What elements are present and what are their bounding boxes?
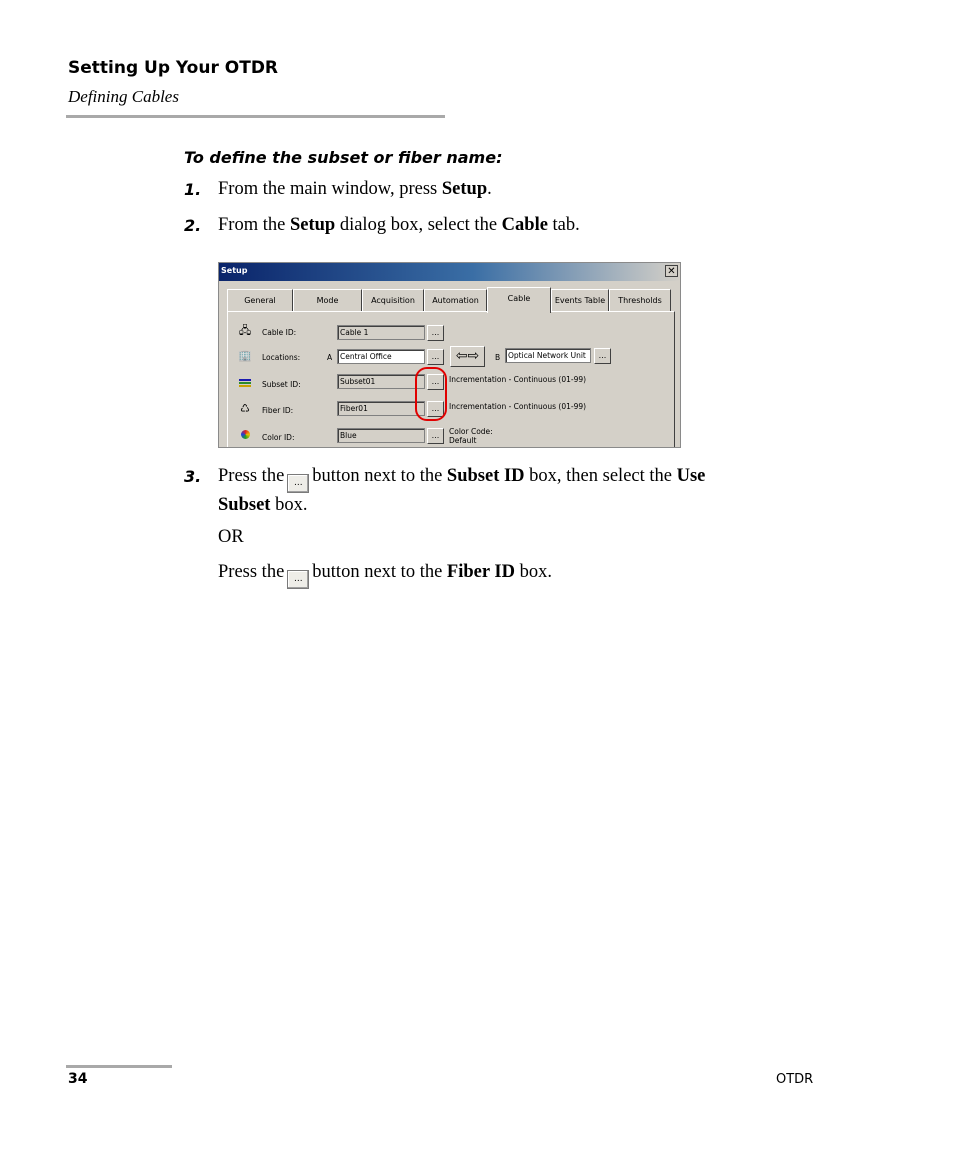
location-b-label: B <box>495 353 501 362</box>
footer-rule <box>66 1065 172 1068</box>
color-id-field[interactable]: Blue <box>337 428 425 443</box>
page-number: 34 <box>68 1071 88 1087</box>
step-1-number: 1. <box>184 180 202 199</box>
tab-events-table[interactable]: Events Table <box>551 289 609 311</box>
setup-dialog-screenshot <box>218 262 681 448</box>
tab-thresholds[interactable]: Thresholds <box>609 289 671 311</box>
header-rule <box>66 115 445 118</box>
color-code-value: Default <box>449 436 477 445</box>
location-b-field[interactable]: Optical Network Unit <box>505 348 591 363</box>
subset-id-label: Subset ID: <box>262 380 301 389</box>
chapter-title: Setting Up Your OTDR <box>68 58 279 78</box>
tab-general[interactable]: General <box>227 289 293 311</box>
highlight-circle <box>415 367 447 421</box>
swap-locations-button[interactable]: ⇦⇨ <box>450 346 485 367</box>
inline-browse-button: ... <box>287 570 309 589</box>
locations-label: Locations: <box>262 353 301 362</box>
subset-id-field[interactable]: Subset01 <box>337 374 425 389</box>
subset-mode-text: Incrementation - Continuous (01-99) <box>449 375 587 384</box>
location-b-browse-button[interactable]: ... <box>594 348 611 364</box>
inline-browse-button: ... <box>287 474 309 493</box>
subset-id-browse-button[interactable]: ... <box>427 374 444 390</box>
dialog-titlebar <box>219 263 680 281</box>
step-2-number: 2. <box>184 216 202 235</box>
color-wheel-icon <box>236 428 254 442</box>
section-subtitle: Defining Cables <box>68 87 179 106</box>
tab-acquisition[interactable]: Acquisition <box>362 289 424 311</box>
building-icon: 🏢 <box>238 349 252 362</box>
dialog-title: Setup <box>221 266 248 275</box>
cable-id-browse-button[interactable]: ... <box>427 325 444 341</box>
location-a-browse-button[interactable]: ... <box>427 349 444 365</box>
location-a-field[interactable]: Central Office <box>337 349 425 364</box>
cable-icon: 🖧 <box>238 324 252 337</box>
step-1-text: From the main window, press Setup. <box>218 179 492 199</box>
close-icon[interactable]: ✕ <box>665 265 678 277</box>
subset-icon <box>236 376 254 390</box>
or-text: OR <box>218 527 244 547</box>
procedure-title: To define the subset or fiber name: <box>184 148 503 167</box>
fiber-id-browse-button[interactable]: ... <box>427 401 444 417</box>
step-3-text: Press the ... button next to the Subset ID box, then select the Use Subset box. <box>218 466 706 515</box>
tab-mode[interactable]: Mode <box>293 289 362 311</box>
step-2-text: From the Setup dialog box, select the Cable tab. <box>218 215 580 235</box>
tab-automation[interactable]: Automation <box>424 289 487 311</box>
location-a-label: A <box>327 353 333 362</box>
alt-step-text: Press the ... button next to the Fiber ID box. <box>218 560 552 589</box>
fiber-id-label: Fiber ID: <box>262 406 294 415</box>
cable-id-label: Cable ID: <box>262 328 297 337</box>
product-name: OTDR <box>776 1072 814 1087</box>
tab-cable[interactable]: Cable <box>487 287 551 313</box>
cable-id-field[interactable]: Cable 1 <box>337 325 425 340</box>
fiber-icon: ♺ <box>240 402 250 415</box>
color-id-label: Color ID: <box>262 433 295 442</box>
fiber-mode-text: Incrementation - Continuous (01-99) <box>449 402 587 411</box>
fiber-id-field[interactable]: Fiber01 <box>337 401 425 416</box>
color-id-browse-button[interactable]: ... <box>427 428 444 444</box>
color-code-label: Color Code: <box>449 427 493 436</box>
step-3-number: 3. <box>184 467 202 486</box>
